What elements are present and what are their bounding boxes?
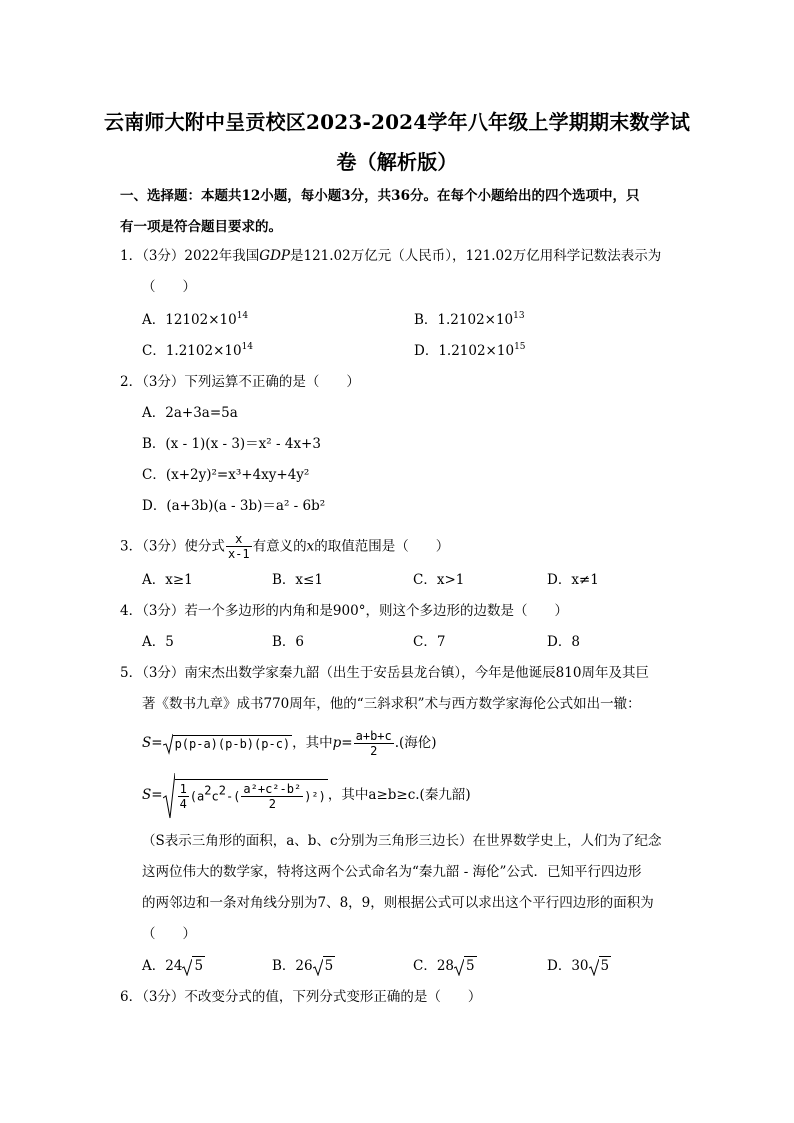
q2-option-a: A．2a+3a=5a (142, 405, 238, 421)
q3-option-a: A．x≥1 (142, 572, 193, 588)
question-5-line-5: 的两邻边和一条对角线分别为7、8，9，则根据公式可以求出这个平行四边形的面积为 (142, 895, 654, 911)
qin-radicand: $\frac{1}{4}$ ($a^2c^2-$( $\frac{\text{a²+c²-b²}}{2}$ )²) (175, 779, 328, 812)
q3-fraction: $\frac{x}{x-1}$ (227, 532, 250, 561)
big-sqrt-sign-icon (163, 772, 175, 820)
q5-option-a: A．24 5 (142, 958, 204, 974)
q4-option-c: C．7 (413, 634, 446, 650)
sqrt-sign-icon (163, 733, 173, 755)
q2-option-b: B．(x - 1)(x - 3)＝x² - 4x+3 (142, 436, 321, 452)
q1-option-a: A．$12102\times 10^{14}$ (142, 311, 249, 328)
sqrt-sign-icon (454, 958, 464, 976)
question-1-paren: （ ） (142, 279, 196, 295)
question-5-line-2: 著《数书九章》成书770周年，他的“三斜求积”术与西方数学家海伦公式如出一辙： (142, 696, 641, 712)
q1-option-d: D．$1.2102\times 10^{15}$ (414, 342, 526, 359)
q3-option-c: C．x>1 (413, 572, 465, 588)
question-1-stem (120, 247, 661, 265)
page-title-line-1: 云南师大附中呈贡校区2023-2024学年八年级上学期期末数学试 (103, 110, 691, 134)
question-6-stem: 6．（3分）不改变分式的值，下列分式变形正确的是（ ） (120, 989, 482, 1005)
qin-jiushao-formula: S= $\frac{1}{4}$ ($a^2c^2-$( $\frac{\text{a²+c²-b²}}{2}$ )²) ，其中a≥b≥c.(秦九韶) (142, 770, 471, 820)
question-2-stem: 2．（3分）下列运算不正确的是（ ） (120, 374, 360, 390)
q1-stem-part-a: 1．（3分）2022年我国 (120, 248, 260, 264)
page-title-line-2: 卷（解析版） (336, 150, 458, 174)
q1-option-c: C．$1.2102\times 10^{14}$ (142, 342, 254, 359)
q1-option-b: B．$1.2102\times 10^{13}$ (414, 311, 525, 328)
question-5-paren: （ ） (142, 926, 196, 942)
question-4-stem: 4．（3分）若一个多边形的内角和是900°，则这个多边形的边数是（ ） (120, 603, 568, 619)
q2-option-d: D．(a+3b)(a - 3b)＝a² - 6b² (142, 498, 326, 514)
section-heading-line-2: 有一项是符合题目要求的。 (120, 219, 282, 235)
q4-option-d: D．8 (547, 634, 580, 650)
sqrt-sign-icon (313, 958, 323, 976)
q4-option-b: B．6 (272, 634, 305, 650)
q3-option-d: D．x≠1 (547, 572, 599, 588)
sqrt-sign-icon (182, 958, 192, 976)
sqrt-sign-icon (589, 958, 599, 976)
q5-option-d: D．30 5 (547, 958, 610, 974)
heron-p-fraction: $\frac{a+b+c}{2}$ (355, 728, 392, 758)
question-5-line-4: 这两位伟大的数学家，特将这两个公式命名为“秦九韶 - 海伦”公式．已知平行四边形 (142, 864, 642, 880)
section-heading-line-1: 一、选择题：本题共12小题，每小题3分，共36分。在每个小题给出的四个选项中，只 (120, 188, 640, 204)
q3-option-b: B．x≤1 (272, 572, 323, 588)
question-5-line-3: （S表示三角形的面积，a、b、c分别为三角形三边长）在世界数学史上，人们为了纪念 (142, 833, 662, 849)
question-3-stem: 3．（3分）使分式 $\frac{x}{x-1}$ 有意义的x的取值范围是（ ） (120, 532, 450, 561)
q5-option-c: C．28 5 (413, 958, 475, 974)
heron-formula: S= p(p-a)(p-b)(p-c) ，其中p= $\frac{a+b+c}{2}$ .(海伦) (142, 728, 437, 758)
q1-gdp: GDP (259, 248, 290, 264)
q5-option-b: B．26 5 (272, 958, 334, 974)
q2-option-c: C．(x+2y)²=x³+4xy+4y² (142, 467, 310, 483)
question-5-line-1: 5．（3分）南宋杰出数学家秦九韶（出生于安岳县龙台镇），今年是他诞辰810周年及其巨 (120, 665, 649, 681)
q4-option-a: A．5 (142, 634, 174, 650)
q1-stem-part-b: 是121.02万亿元（人民币），121.02万亿用科学记数法表示为 (290, 248, 662, 264)
